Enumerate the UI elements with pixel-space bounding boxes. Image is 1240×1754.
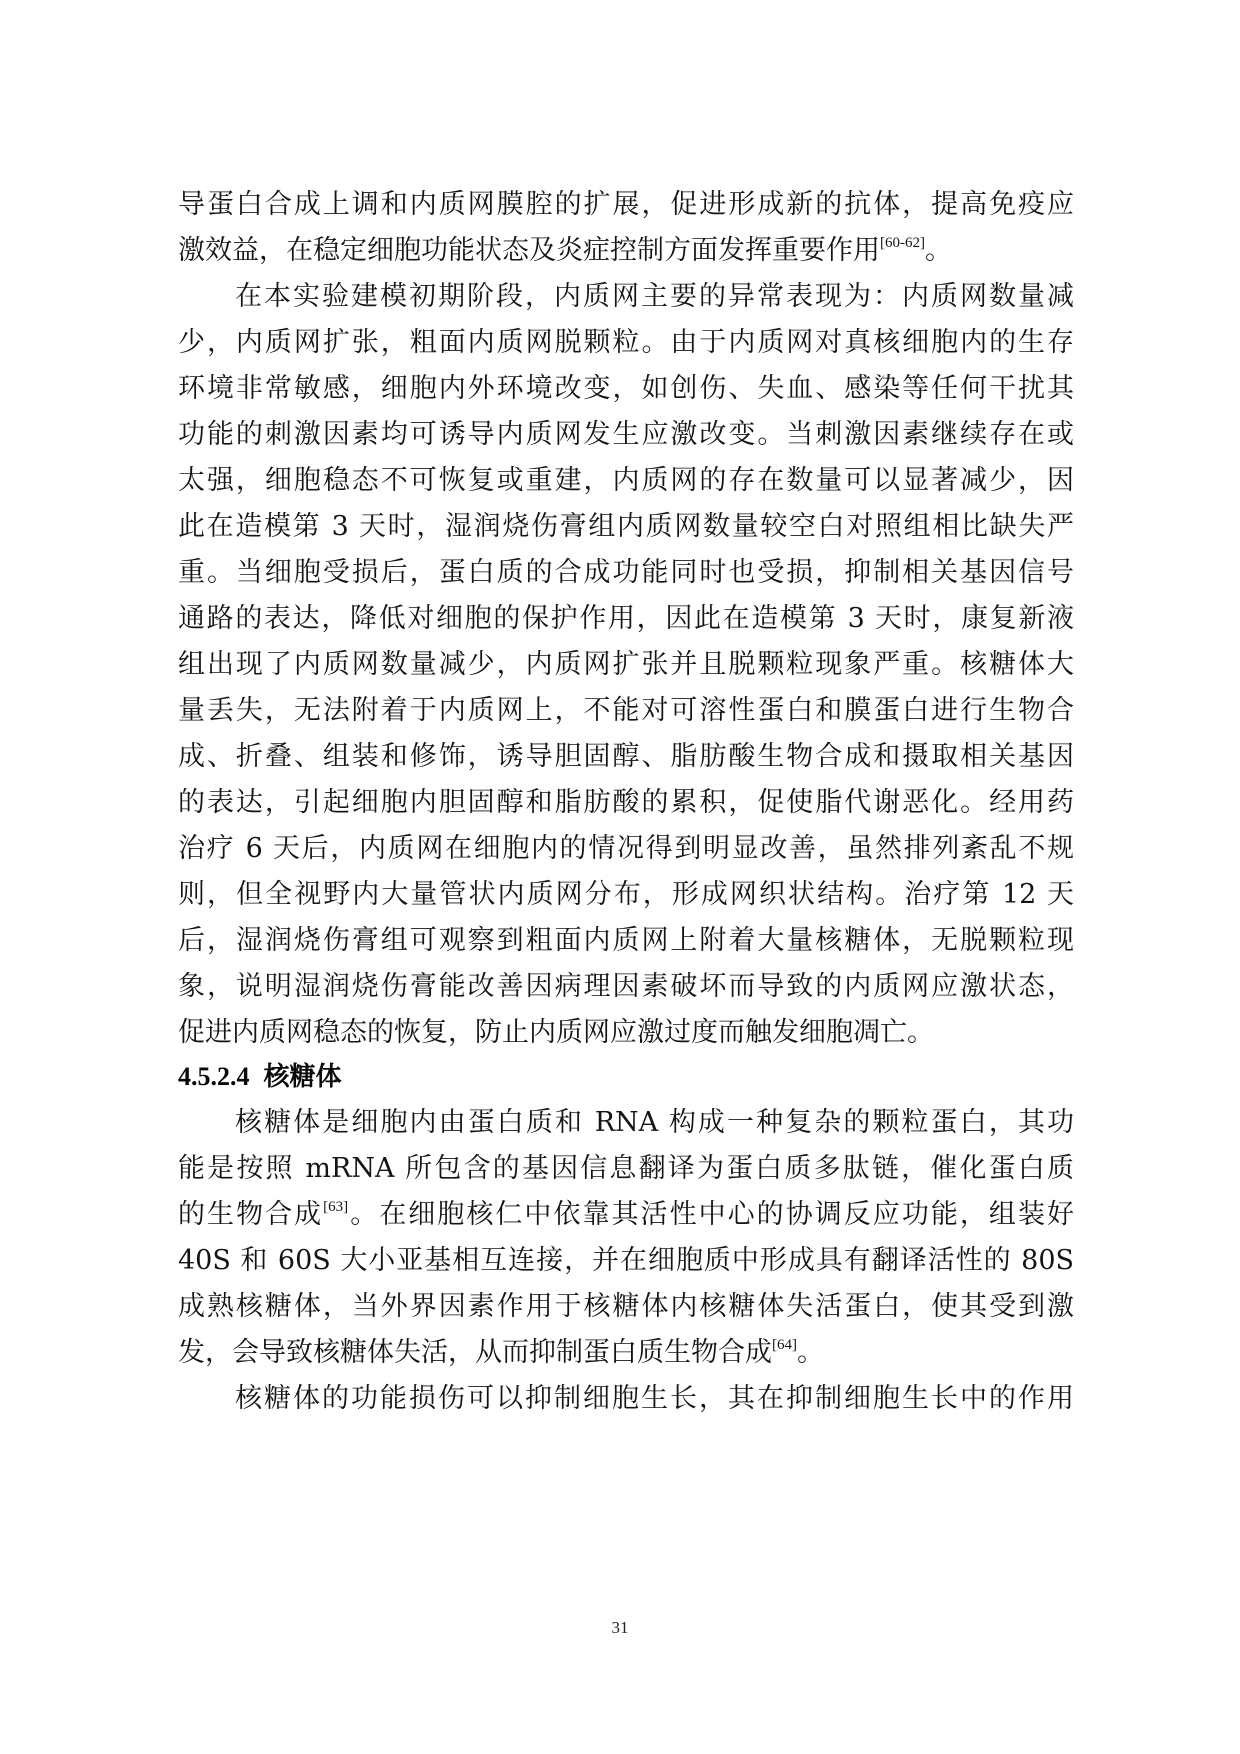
section-title: 核糖体 [263, 1062, 342, 1092]
paragraph-line: 则，但全视野内大量管状内质网分布，形成网织状结构。治疗第 12 天 [178, 879, 1074, 910]
paragraph-line: 重。当细胞受损后，蛋白质的合成功能同时也受损，抑制相关基因信号 [178, 557, 1074, 588]
paragraph-line: 此在造模第 3 天时，湿润烧伤膏组内质网数量较空白对照组相比缺失严 [178, 511, 1074, 542]
paragraph-line: 通路的表达，降低对细胞的保护作用，因此在造模第 3 天时，康复新液 [178, 603, 1074, 634]
paragraph-line: 成、折叠、组装和修饰，诱导胆固醇、脂肪酸生物合成和摄取相关基因 [178, 741, 1074, 772]
section-heading [178, 1055, 342, 1099]
page-number: 31 [611, 1618, 629, 1637]
paragraph-line: 太强，细胞稳态不可恢复或重建，内质网的存在数量可以显著减少，因 [178, 465, 1074, 496]
paragraph-line: 后，湿润烧伤膏组可观察到粗面内质网上附着大量核糖体，无脱颗粒现 [178, 925, 1074, 956]
citation-ref: [60-62] [880, 235, 925, 251]
citation-ref: [63] [323, 1199, 349, 1215]
paragraph-line: 的生物合成[63]。在细胞核仁中依靠其活性中心的协调反应功能，组装好 [178, 1199, 1075, 1230]
paragraph-line: 促进内质网稳态的恢复，防止内质网应激过度而触发细胞凋亡。 [178, 1017, 934, 1048]
paragraph-line: 少，内质网扩张，粗面内质网脱颗粒。由于内质网对真核细胞内的生存 [178, 327, 1074, 358]
paragraph-line: 能是按照 mRNA 所包含的基因信息翻译为蛋白质多肽链，催化蛋白质 [178, 1153, 1074, 1184]
paragraph-line: 成熟核糖体，当外界因素作用于核糖体内核糖体失活蛋白，使其受到激 [178, 1291, 1074, 1322]
paragraph-line: 导蛋白合成上调和内质网膜腔的扩展，促进形成新的抗体，提高免疫应 [178, 189, 1074, 220]
paragraph-line: 核糖体是细胞内由蛋白质和 RNA 构成一种复杂的颗粒蛋白，其功 [235, 1107, 1074, 1138]
paragraph-line: 在本实验建模初期阶段，内质网主要的异常表现为：内质网数量减 [235, 281, 1074, 312]
paragraph-line: 环境非常敏感，细胞内外环境改变，如创伤、失血、感染等任何干扰其 [178, 373, 1074, 404]
section-number: 4.5.2.4 [178, 1062, 250, 1091]
paragraph-line: 组出现了内质网数量减少，内质网扩张并且脱颗粒现象严重。核糖体大 [178, 649, 1074, 680]
paragraph-line: 治疗 6 天后，内质网在细胞内的情况得到明显改善，虽然排列紊乱不规 [178, 833, 1074, 864]
paragraph-line: 量丢失，无法附着于内质网上，不能对可溶性蛋白和膜蛋白进行生物合 [178, 695, 1074, 726]
citation-ref: [64] [772, 1337, 797, 1353]
paragraph-line: 象，说明湿润烧伤膏能改善因病理因素破坏而导致的内质网应激状态， [178, 971, 1074, 1002]
paragraph-line: 核糖体的功能损伤可以抑制细胞生长，其在抑制细胞生长中的作用 [235, 1383, 1074, 1414]
paragraph-line: 激效益，在稳定细胞功能状态及炎症控制方面发挥重要作用[60-62]。 [178, 235, 952, 266]
paragraph-line: 发，会导致核糖体失活，从而抑制蛋白质生物合成[64]。 [178, 1337, 824, 1368]
paragraph-line: 40S 和 60S 大小亚基相互连接，并在细胞质中形成具有翻译活性的 80S [178, 1245, 1074, 1276]
paragraph-line: 的表达，引起细胞内胆固醇和脂肪酸的累积，促使脂代谢恶化。经用药 [178, 787, 1074, 818]
paragraph-line: 功能的刺激因素均可诱导内质网发生应激改变。当刺激因素继续存在或 [178, 419, 1074, 450]
